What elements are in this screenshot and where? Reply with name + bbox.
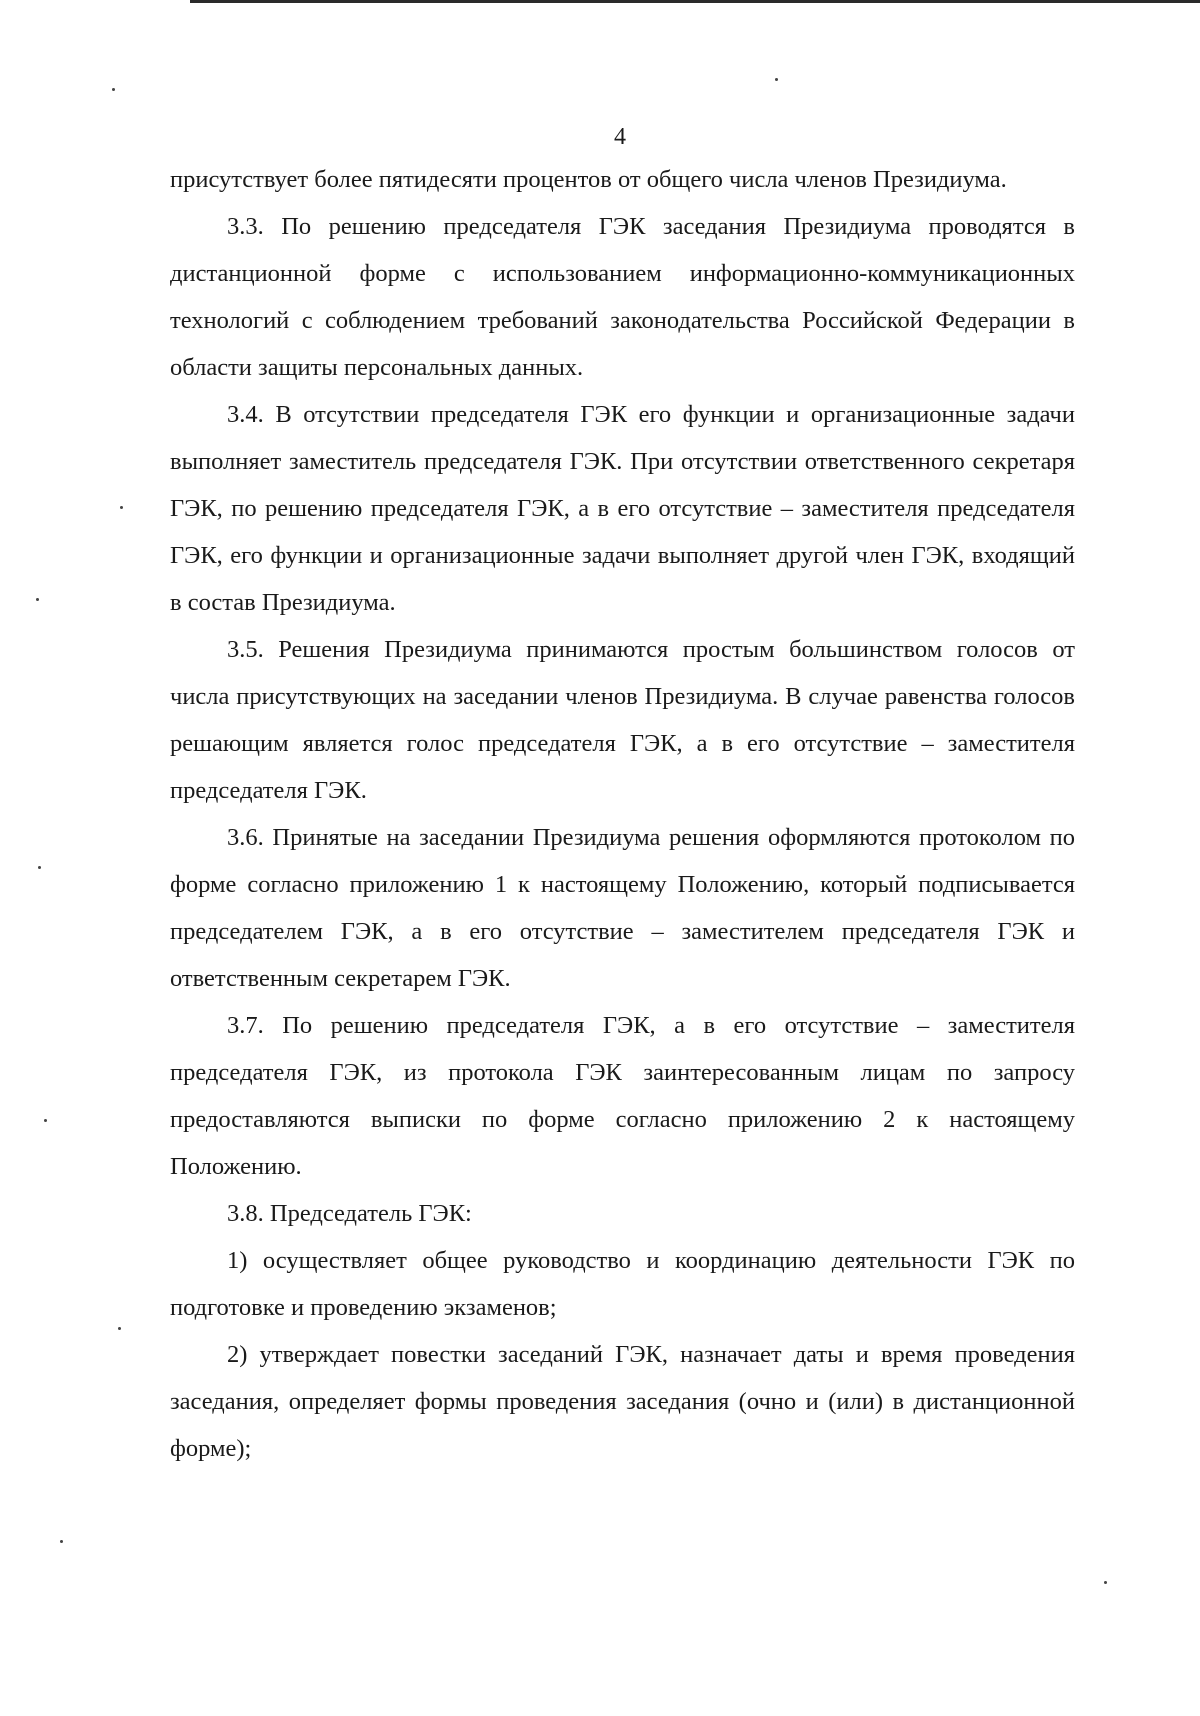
- paragraph-3-3: 3.3. По решению председателя ГЭК заседания Президиума проводятся в дистанционной форме с использованием информационно-коммуникационных технологий с соблюдением требований законодательства Российской Федерации в области защиты персональных данных.: [170, 213, 1075, 381]
- list-item-3-8-1: 1) осуществляет общее руководство и координацию деятельности ГЭК по подготовке и проведению экзаменов;: [170, 1247, 1075, 1321]
- paragraph-continuation: присутствует более пятидесяти процентов от общего числа членов Президиума.: [170, 166, 1007, 193]
- page-number: 4: [614, 124, 626, 150]
- scan-top-border: [190, 0, 1200, 3]
- scan-speck: [120, 506, 123, 509]
- scan-speck: [118, 1327, 121, 1330]
- scan-speck: [38, 866, 41, 869]
- scan-speck: [775, 78, 778, 81]
- document-body: [170, 156, 1075, 1472]
- scan-speck: [1104, 1581, 1107, 1584]
- scan-speck: [44, 1119, 47, 1122]
- paragraph-3-5: 3.5. Решения Президиума принимаются простым большинством голосов от числа присутствующих на заседании членов Президиума. В случае равенства голосов решающим является голос председателя ГЭК, а в его отсутствие – заместителя председателя ГЭК.: [170, 636, 1075, 804]
- paragraph-3-7: 3.7. По решению председателя ГЭК, а в его отсутствие – заместителя председателя ГЭК, из протокола ГЭК заинтересованным лицам по запросу предоставляются выписки по форме согласно приложению 2 к настоящему Положению.: [170, 1012, 1075, 1180]
- list-item-3-8-2: 2) утверждает повестки заседаний ГЭК, назначает даты и время проведения заседания, определяет формы проведения заседания (очно и (или) в дистанционной форме);: [170, 1341, 1075, 1462]
- paragraph-3-4: 3.4. В отсутствии председателя ГЭК его функции и организационные задачи выполняет заместитель председателя ГЭК. При отсутствии ответственного секретаря ГЭК, по решению председателя ГЭК, а в его отсутствие – заместителя председателя ГЭК, его функции и организационные задачи выполняет другой член ГЭК, входящий в состав Президиума.: [170, 401, 1075, 616]
- scan-speck: [36, 598, 39, 601]
- paragraph-3-8: 3.8. Председатель ГЭК:: [227, 1200, 472, 1227]
- scan-speck: [60, 1540, 63, 1543]
- paragraph-3-6: 3.6. Принятые на заседании Президиума решения оформляются протоколом по форме согласно приложению 1 к настоящему Положению, который подписывается председателем ГЭК, а в его отсутствие – заместителем председателя ГЭК и ответственным секретарем ГЭК.: [170, 824, 1075, 992]
- scan-speck: [112, 88, 115, 91]
